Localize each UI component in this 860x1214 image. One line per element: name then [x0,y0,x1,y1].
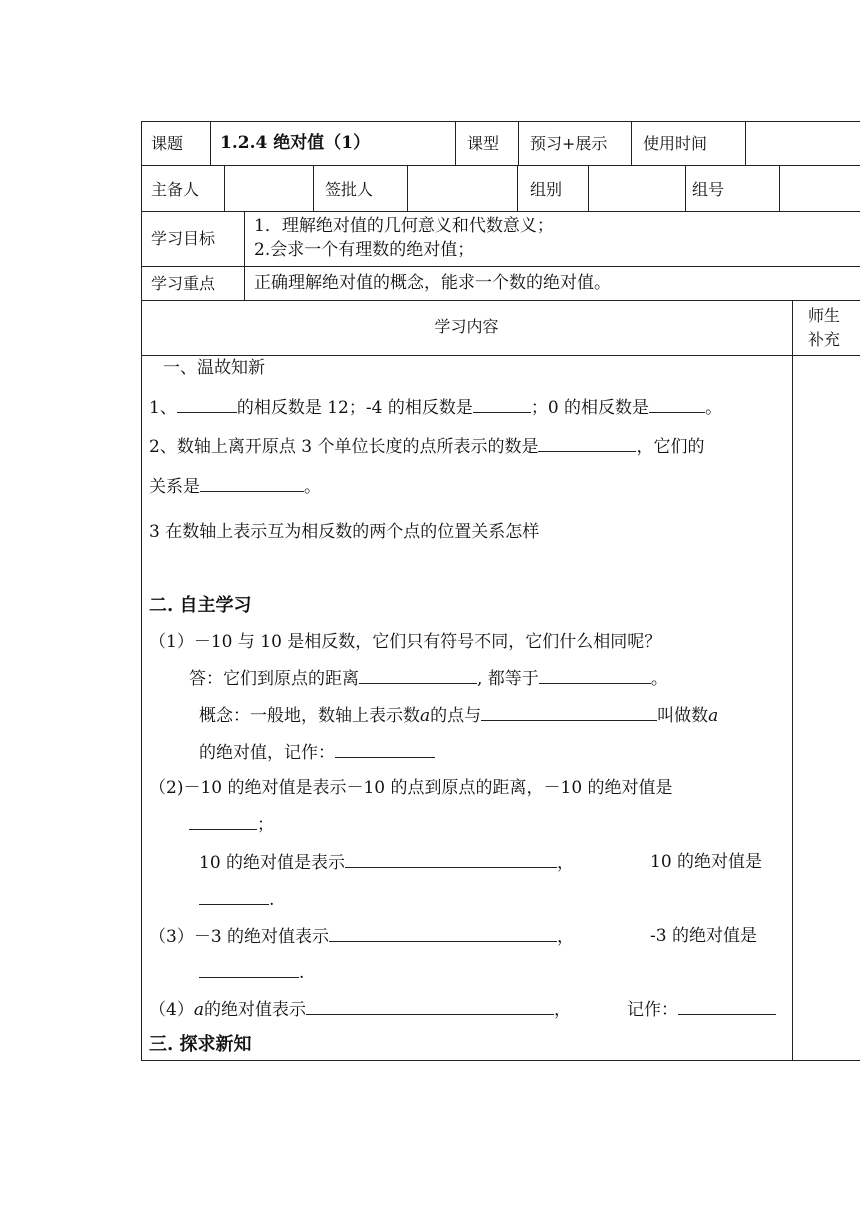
content-header: 学习内容 [434,317,499,336]
lesson-type-value: 预习+展示 [530,134,608,153]
goal-item: 1．理解绝对值的几何意义和代数意义； [254,216,554,236]
s2-p3: （3）－3 的绝对值表示 ， [149,927,575,947]
cell-divider [407,165,408,211]
section2-title: 二. 自主学习 [149,595,252,616]
table-top-border [141,121,860,122]
cell-divider [779,165,780,211]
preparer-label: 主备人 [151,180,200,199]
q2-line-cont: 关系是 。 [149,477,321,497]
topic-label: 课题 [151,134,184,153]
row-divider [141,211,860,212]
s2-p3-result: -3 的绝对值是 [650,926,757,946]
row-divider [141,266,860,267]
row-divider [141,165,860,166]
cell-divider [745,121,746,165]
approver-label: 签批人 [325,180,374,199]
s2-answer: 答：它们到原点的距离 , 都等于 。 [189,669,668,689]
s2-p1: （1）－10 与 10 是相反数，它们只有符号不同，它们什么相同呢？ [149,632,662,652]
use-time-label: 使用时间 [643,134,708,153]
cell-divider [517,165,518,211]
cell-divider [588,165,589,211]
s2-p2-blank: ； [189,813,274,836]
group-label: 组别 [530,180,563,199]
table-left-border [141,121,142,1061]
s2-concept-cont: 的绝对值，记作： [199,741,435,764]
cell-divider [455,121,456,165]
s2-p2-ten-result: 10 的绝对值是 [650,852,763,872]
cell-divider [685,165,686,211]
cell-divider [210,121,211,165]
focus-label: 学习重点 [151,274,216,293]
focus-value: 正确理解绝对值的概念，能求一个数的绝对值。 [254,273,611,293]
table-bottom-border [141,1060,860,1061]
s2-p4-notation: 记作： [627,998,776,1021]
s2-p3-blank: . [199,961,304,984]
s2-concept: 概念：一般地，数轴上表示数a的点与 叫做数a [199,706,719,726]
row-divider [141,300,860,301]
section1-title: 一、温故知新 [163,358,265,378]
supplement-header-line: 师生 [808,306,841,325]
row-divider [141,355,860,356]
group-number-label: 组号 [692,180,725,199]
cell-divider [518,121,519,165]
cell-divider [244,211,245,300]
s2-p2-ten: 10 的绝对值是表示 ， [199,853,575,873]
topic-value: 1.2.4 绝对值（1） [220,133,371,153]
section3-title: 三. 探求新知 [149,1034,252,1055]
cell-divider [224,165,225,211]
goals-label: 学习目标 [151,229,216,248]
q3-line: 3 在数轴上表示互为相反数的两个点的位置关系怎样 [149,522,540,542]
q1-line: 1、 的相反数是 12；-4 的相反数是 ；0 的相反数是 。 [149,398,723,418]
s2-p2: （2)－10 的绝对值是表示－10 的点到原点的距离，－10 的绝对值是 [149,778,673,798]
q2-line: 2、数轴上离开原点 3 个单位长度的点所表示的数是 ，它们的 [149,437,705,457]
supplement-header-line: 补充 [808,330,841,349]
s2-p2-ten-blank: . [199,888,274,911]
goal-item: 2.会求一个有理数的绝对值； [254,240,475,260]
supplement-column-divider [792,300,793,1060]
cell-divider [631,121,632,165]
lesson-type-label: 课型 [467,134,500,153]
s2-p4: （4）a的绝对值表示 ， [149,1000,571,1020]
cell-divider [313,165,314,211]
